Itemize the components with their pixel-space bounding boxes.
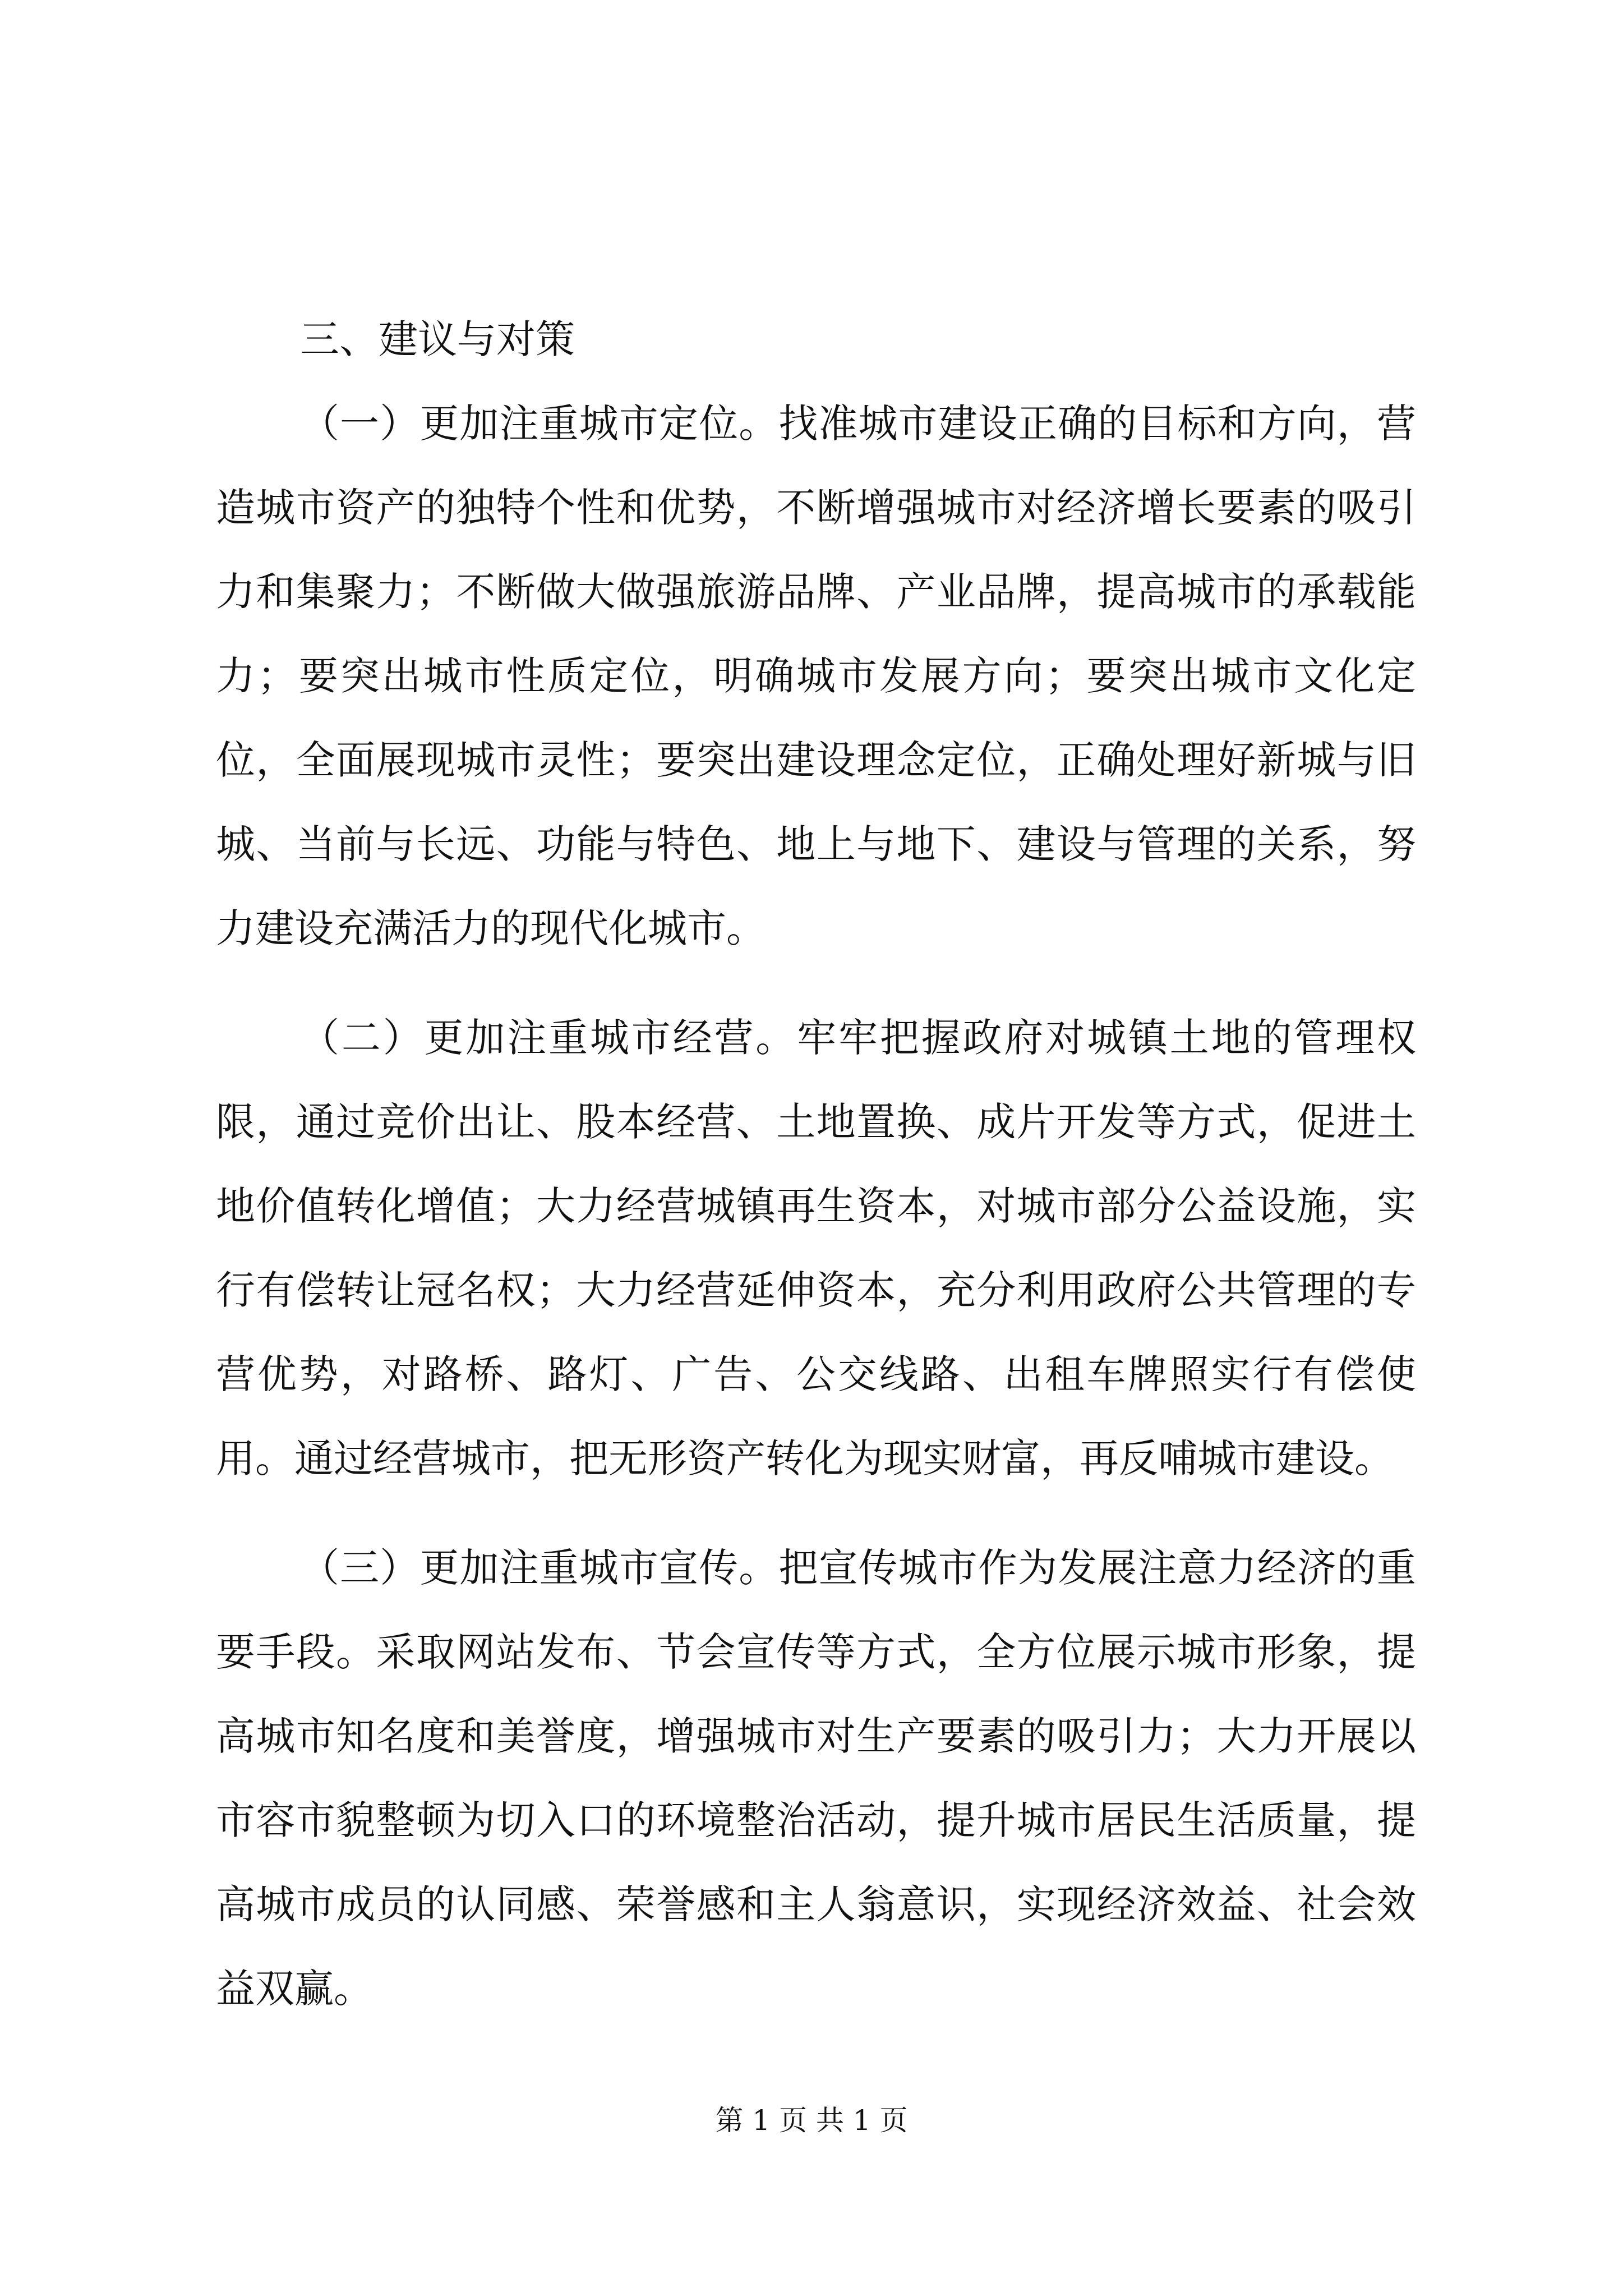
section-heading: 三、建议与对策 [300, 316, 575, 362]
paragraph-city-positioning: （一）更加注重城市定位。找准城市建设正确的目标和方向，营造城市资产的独特个性和优势，不断增强城市对经济增长要素的吸引力和集聚力；不断做大做强旅游品牌、产业品牌，提高城市的承载能力；要突出城市性质定位，明确城市发展方向；要突出城市文化定位，全面展现城市灵性；要突出建设理念定位，正确处理好新城与旧城、当前与长远、功能与特色、地上与地下、建设与管理的关系，努力建设充满活力的现代化城市。 [216, 401, 1416, 951]
paragraph-city-operation: （二）更加注重城市经营。牢牢把握政府对城镇土地的管理权限，通过竞价出让、股本经营、土地置换、成片开发等方式，促进土地价值转化增值；大力经营城镇再生资本，对城市部分公益设施，实行有偿转让冠名权；大力经营延伸资本，充分利用政府公共管理的专营优势，对路桥、路灯、广告、公交线路、出租车牌照实行有偿使用。通过经营城市，把无形资产转化为现实财富，再反哺城市建设。 [216, 1015, 1416, 1481]
document-body [216, 297, 1416, 2031]
paragraph-city-promotion: （三）更加注重城市宣传。把宣传城市作为发展注意力经济的重要手段。采取网站发布、节会宣传等方式，全方位展示城市形象，提高城市知名度和美誉度，增强城市对生产要素的吸引力；大力开展以市容市貌整顿为切入口的环境整治活动，提升城市居民生活质量，提高城市成员的认同感、荣誉感和主人翁意识，实现经济效益、社会效益双赢。 [216, 1545, 1416, 2012]
page-footer: 第 1 页 共 1 页 [715, 2104, 908, 2137]
